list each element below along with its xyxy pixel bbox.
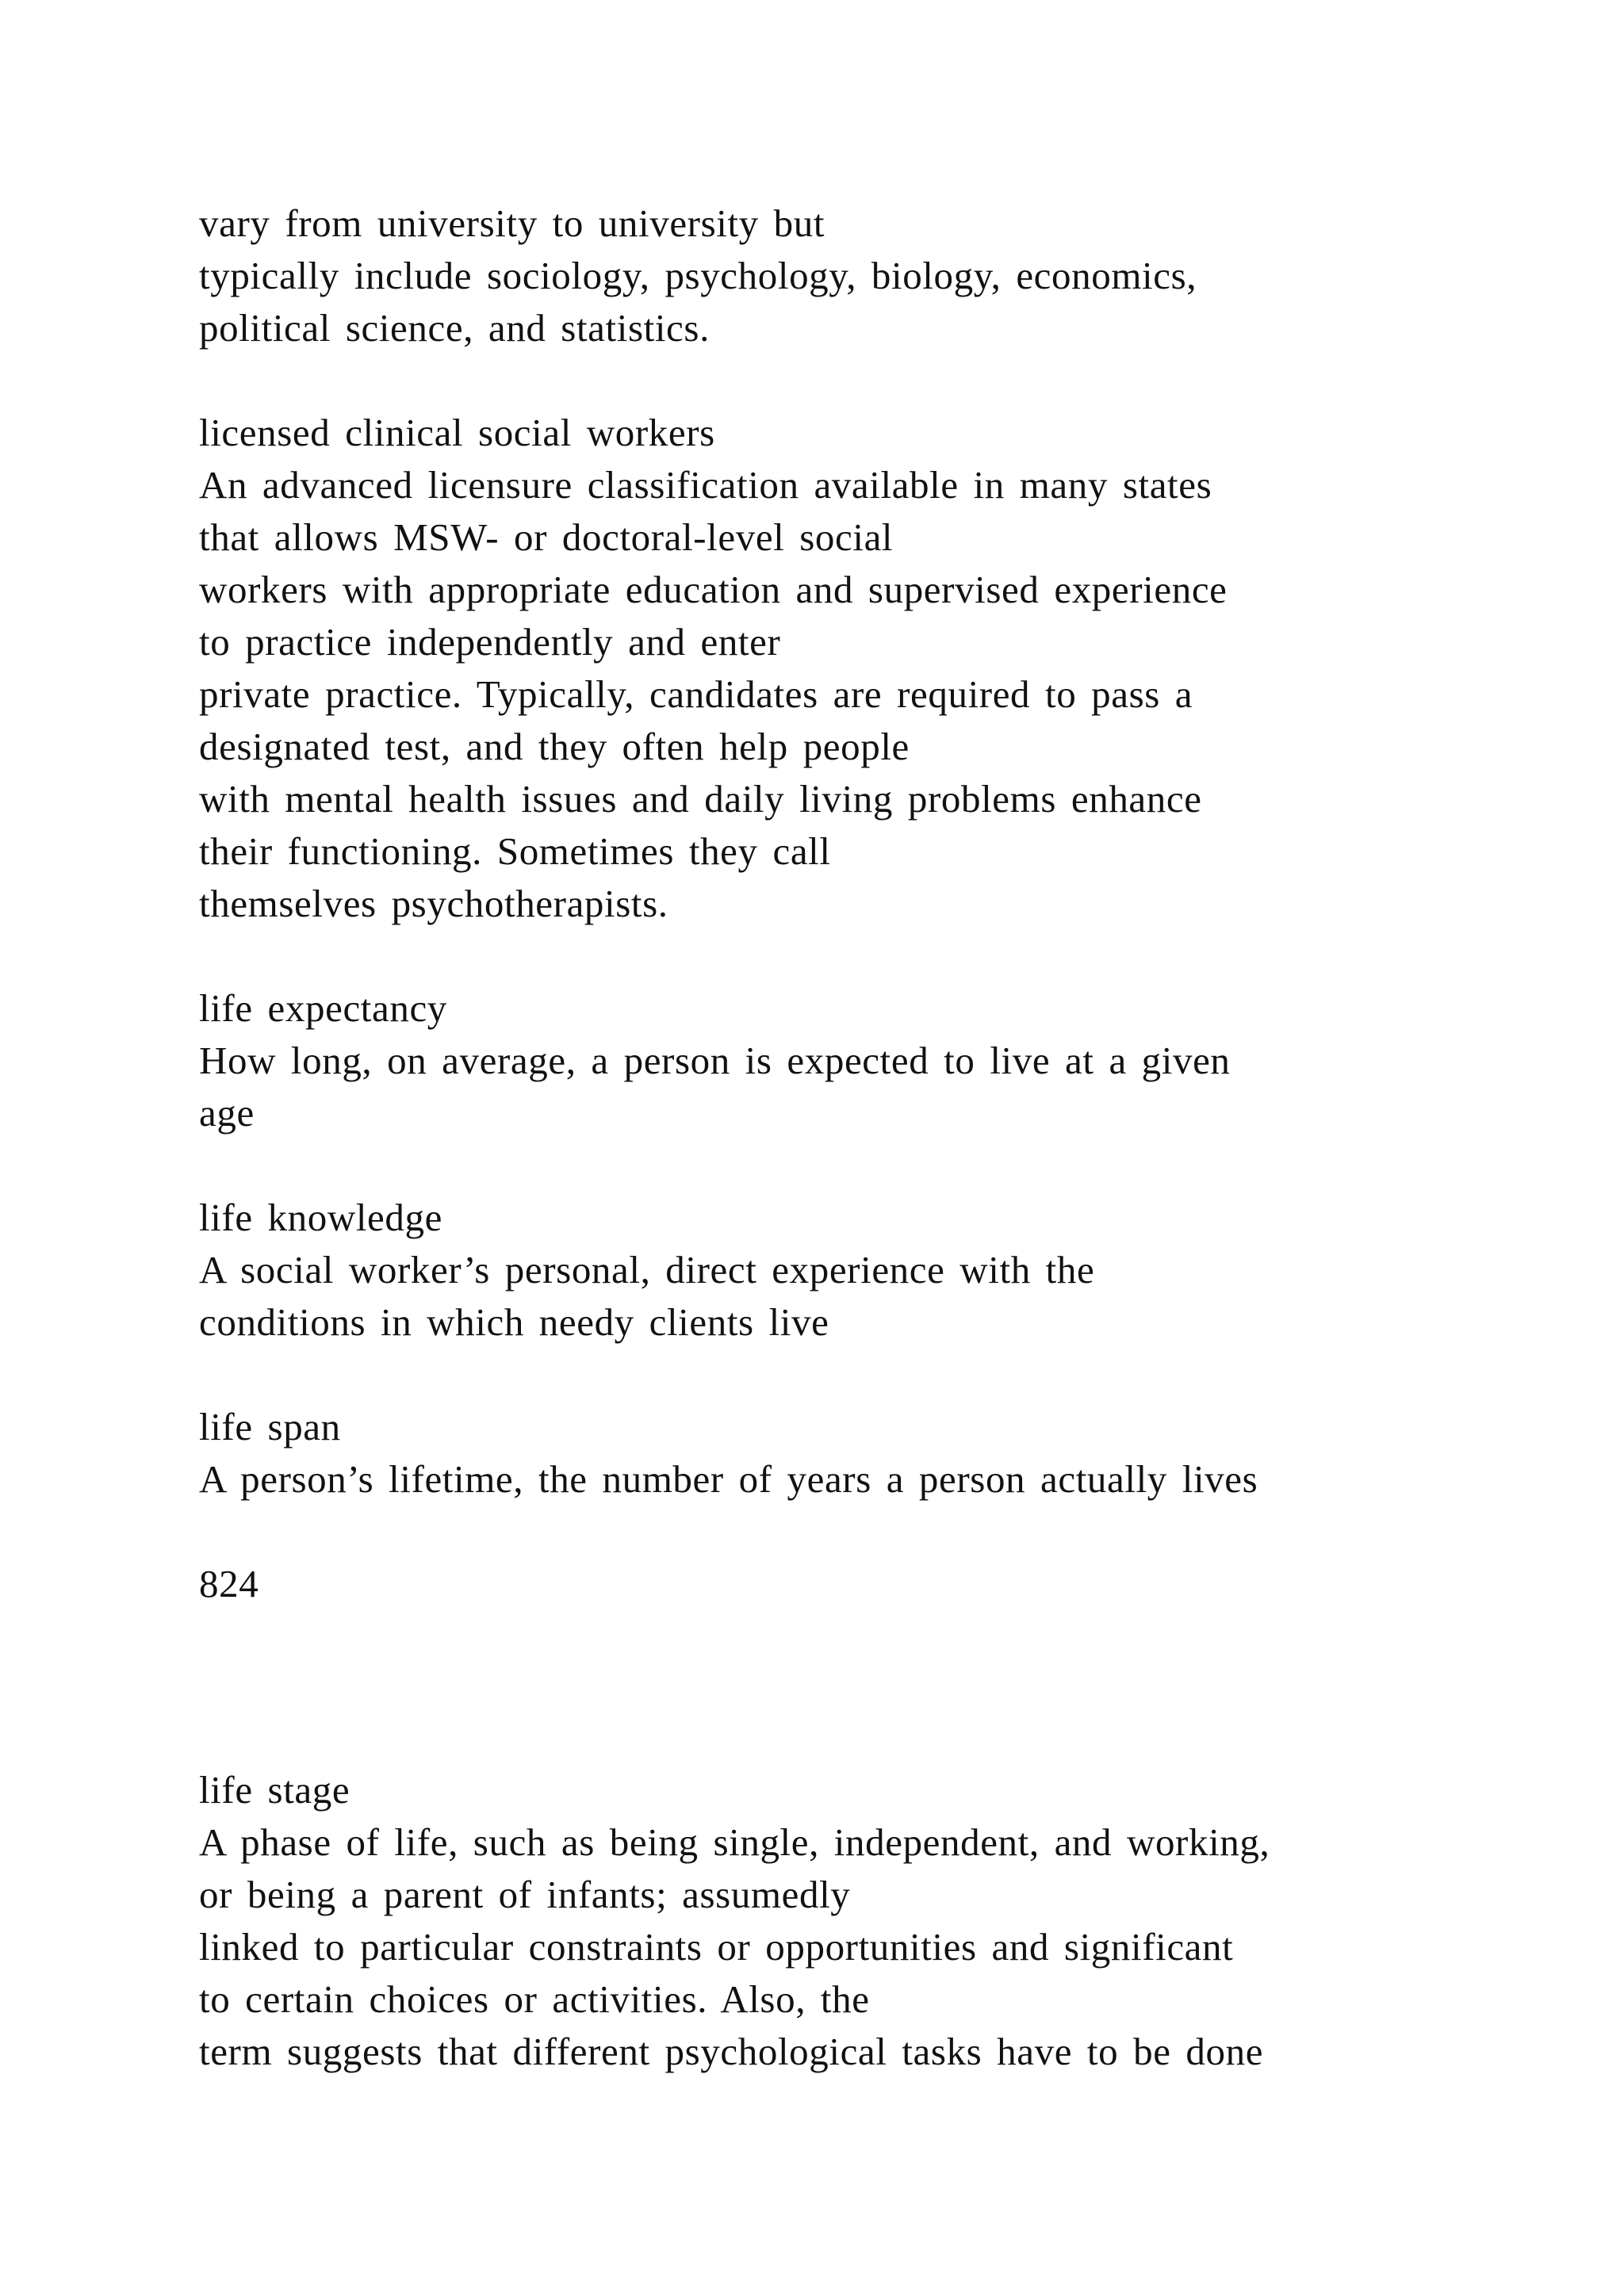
text-line: linked to particular constraints or opportunities and significant [199, 1925, 1234, 1969]
text-line: that allows MSW- or doctoral-level social [199, 515, 894, 559]
text-line: political science, and statistics. [199, 306, 710, 350]
text-line: or being a parent of infants; assumedly [199, 1873, 851, 1916]
text-line: vary from university to university but [199, 201, 825, 245]
glossary-term: licensed clinical social workers [199, 411, 715, 454]
text-line: A phase of life, such as being single, independent, and working, [199, 1820, 1270, 1864]
glossary-term: life knowledge [199, 1196, 442, 1239]
text-line: designated test, and they often help people [199, 725, 910, 768]
text-line: How long, on average, a person is expected to live at a given [199, 1039, 1231, 1082]
text-line: workers with appropriate education and supervised experience [199, 568, 1228, 611]
text-line: term suggests that different psychological tasks have to be done [199, 2030, 1264, 2073]
text-line: conditions in which needy clients live [199, 1300, 829, 1344]
text-line: with mental health issues and daily living problems enhance [199, 777, 1202, 821]
text-line: A social worker’s personal, direct experience with the [199, 1248, 1095, 1292]
glossary-term: life expectancy [199, 986, 447, 1030]
text-line: typically include sociology, psychology, biology, economics, [199, 254, 1197, 297]
text-line: An advanced licensure classification available in many states [199, 463, 1212, 507]
page-number: 824 [199, 1562, 259, 1605]
glossary-term: life span [199, 1405, 341, 1448]
text-line: to certain choices or activities. Also, the [199, 1977, 870, 2021]
text-line: their functioning. Sometimes they call [199, 829, 831, 873]
text-line: age [199, 1091, 255, 1135]
text-line: to practice independently and enter [199, 620, 781, 664]
text-line: A person’s lifetime, the number of years a person actually lives [199, 1457, 1258, 1501]
text-line: private practice. Typically, candidates are required to pass a [199, 672, 1193, 716]
text-line: themselves psychotherapists. [199, 882, 668, 925]
glossary-term: life stage [199, 1768, 350, 1812]
